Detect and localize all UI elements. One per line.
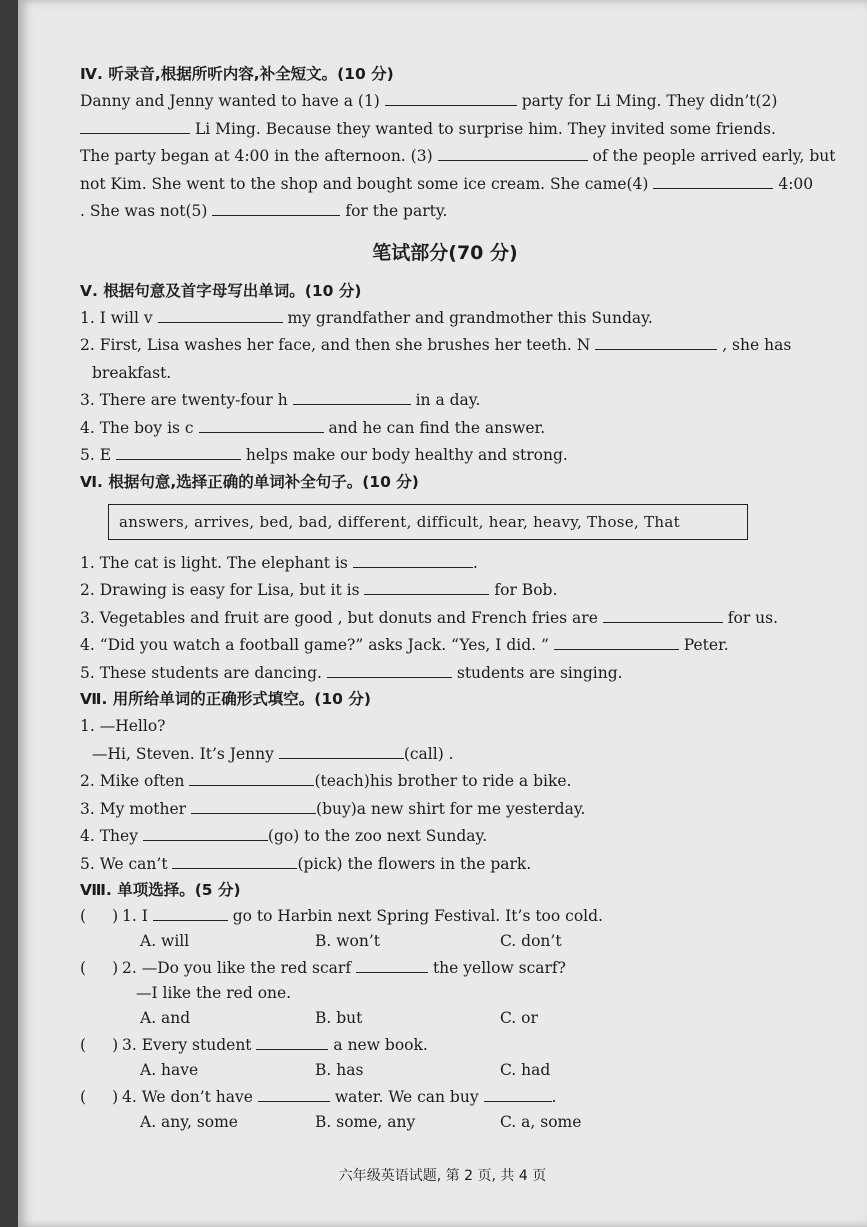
text: and he can find the answer.: [328, 418, 546, 437]
s7-q3: [80, 796, 810, 824]
text: (: [80, 959, 87, 977]
section-4-line-2: [80, 116, 810, 144]
text: 2. —Do you like the red scarf: [122, 959, 352, 977]
s8-q4-options: [140, 1110, 810, 1135]
s5-q5: [80, 442, 810, 470]
text: 3. Every student: [122, 1036, 252, 1054]
s8-q1-options: [140, 929, 810, 954]
text: 4. We don’t have: [122, 1088, 253, 1106]
section-4-line-3: [80, 143, 836, 171]
s6-q2: [80, 577, 810, 605]
text: party for Li Ming. They didn’t(2): [521, 92, 778, 110]
s8-q3-options: [140, 1058, 810, 1083]
word-bank: answers, arrives, bed, bad, different, difficult, hear, heavy, Those, That: [108, 504, 748, 540]
text: .: [551, 1088, 557, 1106]
text: 4. They: [80, 827, 138, 845]
option-c[interactable]: C. or: [500, 1009, 538, 1027]
text: ): [112, 1036, 119, 1054]
text: students are singing.: [456, 663, 623, 682]
s6-q5: [80, 660, 810, 688]
text: 2. Mike often: [80, 772, 185, 790]
text: .: [472, 553, 478, 572]
s7-q1-reply: [80, 741, 810, 769]
option-b[interactable]: B. has: [315, 1061, 364, 1079]
text: (buy)a new shirt for me yesterday.: [316, 799, 586, 818]
text: Li Ming. Because they wanted to surprise him. They invited some friends.: [194, 119, 776, 138]
section-4-line-4: [80, 171, 814, 199]
answer-bracket[interactable]: [80, 1033, 122, 1058]
text: of the people arrived early, but: [592, 147, 836, 165]
s8-q2-reply: —I like the red one.: [136, 984, 292, 1002]
s5-q2: [80, 332, 810, 360]
s8-q4: [80, 1085, 810, 1110]
s5-q3: [80, 387, 810, 415]
blank[interactable]: [356, 957, 428, 973]
option-b[interactable]: B. some, any: [315, 1113, 416, 1131]
text: (: [80, 907, 87, 925]
text: 5. We can’t: [80, 854, 168, 873]
text: my grandfather and grandmother this Sunday.: [287, 308, 653, 327]
s7-q4: [80, 823, 810, 851]
option-a[interactable]: A. will: [140, 932, 190, 950]
blank[interactable]: [258, 1086, 330, 1102]
text: 3. My mother: [80, 799, 187, 818]
option-a[interactable]: A. have: [140, 1061, 199, 1079]
s7-q5: [80, 851, 810, 879]
blank[interactable]: [353, 552, 473, 568]
text: not Kim. She went to the shop and bought some ice cream. She came(4): [80, 174, 649, 193]
text: (go) to the zoo next Sunday.: [267, 827, 488, 845]
option-b[interactable]: B. won’t: [315, 932, 380, 950]
text: 5. E: [80, 446, 112, 464]
text: 4. The boy is c: [80, 418, 194, 437]
s6-q4: [80, 632, 810, 660]
text: —Hi, Steven. It’s Jenny: [92, 744, 274, 763]
s7-q1: 1. —Hello?: [80, 717, 166, 735]
s5-q4: [80, 415, 810, 443]
page-content: [80, 62, 836, 1137]
text: ): [112, 959, 119, 977]
blank[interactable]: [153, 905, 228, 921]
text: The party began at 4:00 in the afternoon. (3): [80, 147, 433, 165]
blank[interactable]: [143, 825, 268, 841]
text: , she has: [722, 336, 792, 354]
blank[interactable]: [158, 307, 283, 323]
text: . She was not(5): [80, 202, 208, 220]
blank[interactable]: [327, 662, 452, 678]
text: for the party.: [345, 202, 448, 220]
section-4-line-1: [80, 88, 810, 116]
text: 4:00: [778, 174, 814, 193]
s6-q3: [80, 605, 810, 633]
section-6-heading: Ⅵ. 根据句意,选择正确的单词补全句子。(10 分): [80, 472, 419, 491]
blank[interactable]: [191, 798, 316, 814]
blank[interactable]: [199, 417, 324, 433]
text: 1. I will v: [80, 308, 153, 327]
blank[interactable]: [189, 770, 314, 786]
section-4-heading: Ⅳ. 听录音,根据所听内容,补全短文。(10 分): [80, 65, 394, 83]
text: 3. Vegetables and fruit are good , but donuts and French fries are: [80, 608, 598, 627]
s8-q3: [80, 1033, 810, 1058]
text: ): [112, 1088, 119, 1106]
text: in a day.: [415, 391, 481, 409]
blank[interactable]: [364, 579, 489, 595]
text: helps make our body healthy and strong.: [245, 446, 568, 464]
blank[interactable]: [172, 853, 297, 869]
written-part-title: 笔试部分(70 分): [372, 241, 518, 264]
text: Danny and Jenny wanted to have a (1): [80, 92, 380, 110]
text: 4. “Did you watch a football game?” asks Jack. “Yes, I did. ”: [80, 636, 549, 654]
text: for us.: [727, 608, 779, 627]
text: water. We can buy: [334, 1088, 479, 1106]
option-c[interactable]: C. had: [500, 1061, 551, 1079]
blank-2[interactable]: [80, 118, 190, 134]
blank[interactable]: [256, 1034, 328, 1050]
answer-bracket[interactable]: [80, 956, 122, 981]
section-4-line-5: [80, 198, 810, 226]
text: Peter.: [683, 636, 729, 654]
page-footer: 六年级英语试题, 第 2 页, 共 4 页: [338, 1168, 547, 1184]
text: ): [112, 907, 119, 925]
s8-q1: [80, 904, 810, 929]
blank[interactable]: [595, 334, 717, 350]
text: 2. First, Lisa washes her face, and then she brushes her teeth. N: [80, 336, 591, 354]
blank[interactable]: [554, 634, 679, 650]
option-b[interactable]: B. but: [315, 1009, 363, 1027]
text: the yellow scarf?: [432, 959, 566, 977]
text: (pick) the flowers in the park.: [297, 854, 532, 873]
blank-1[interactable]: [385, 90, 517, 106]
s8-q2-options: [140, 1006, 810, 1031]
exam-page: [18, 0, 867, 1227]
option-c[interactable]: C. a, some: [500, 1113, 582, 1131]
s5-q1: [80, 305, 810, 333]
answer-bracket[interactable]: [80, 1085, 122, 1110]
s5-q2-cont: breakfast.: [92, 363, 172, 382]
section-5-heading: Ⅴ. 根据句意及首字母写出单词。(10 分): [80, 281, 362, 300]
text: (: [80, 1036, 87, 1054]
text: a new book.: [333, 1036, 428, 1054]
blank[interactable]: [279, 743, 404, 759]
blank[interactable]: [484, 1086, 552, 1102]
s7-q2: [80, 768, 810, 796]
blank[interactable]: [116, 444, 241, 460]
s8-q2: [80, 956, 810, 981]
text: 1. The cat is light. The elephant is: [80, 553, 348, 572]
blank-3[interactable]: [438, 145, 588, 161]
text: 3. There are twenty-four h: [80, 391, 288, 409]
s6-q1: [80, 550, 810, 578]
blank[interactable]: [293, 389, 411, 405]
text: 1. I: [122, 907, 148, 925]
text: (teach)his brother to ride a bike.: [314, 772, 572, 790]
text: (call) .: [403, 744, 454, 763]
blank-4[interactable]: [653, 173, 773, 189]
text: 2. Drawing is easy for Lisa, but it is: [80, 581, 360, 599]
blank-5[interactable]: [212, 200, 340, 216]
option-a[interactable]: A. any, some: [140, 1113, 238, 1131]
option-a[interactable]: A. and: [140, 1009, 191, 1027]
answer-bracket[interactable]: [80, 904, 122, 929]
option-c[interactable]: C. don’t: [500, 932, 562, 950]
text: 5. These students are dancing.: [80, 663, 322, 682]
section-8-heading: Ⅷ. 单项选择。(5 分): [80, 881, 241, 899]
section-7-heading: Ⅶ. 用所给单词的正确形式填空。(10 分): [80, 690, 371, 708]
blank[interactable]: [603, 607, 723, 623]
text: (: [80, 1088, 87, 1106]
text: go to Harbin next Spring Festival. It’s too cold.: [232, 907, 603, 925]
text: for Bob.: [494, 581, 558, 599]
